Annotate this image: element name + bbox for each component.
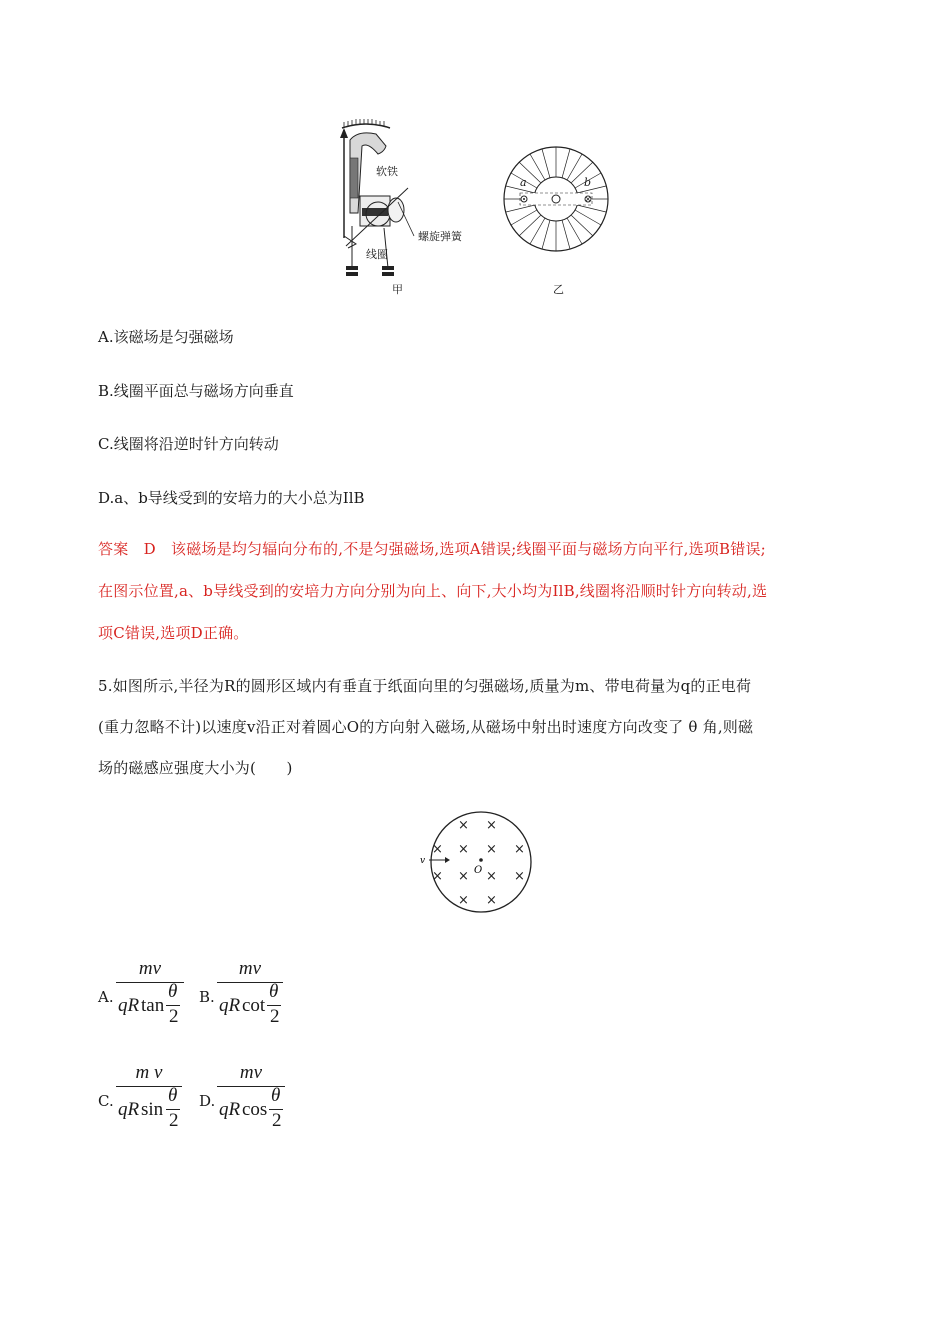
label-a: a (520, 176, 527, 189)
field-cross: × (458, 842, 469, 857)
choice-letter: A. (98, 988, 114, 1006)
den-qr: qR (219, 1099, 241, 1120)
den-two: 2 (169, 1110, 179, 1131)
field-cross: × (432, 869, 443, 884)
figure-magnetic-circle (412, 808, 537, 918)
field-cross: × (432, 842, 443, 857)
velocity-label: v (420, 856, 426, 866)
den-fn: sin (141, 1099, 164, 1120)
field-cross: × (514, 842, 525, 857)
field-cross: × (514, 869, 525, 884)
question-5-line-3: 场的磁感应强度大小为( ) (98, 759, 293, 777)
question-5-line-1: 5.如图所示,半径为R的圆形区域内有垂直于纸面向里的匀强磁场,质量为m、带电荷量为q的正电荷 (98, 677, 752, 695)
den-theta: θ (269, 981, 279, 1002)
field-cross: × (486, 818, 497, 833)
den-theta: θ (168, 981, 178, 1002)
den-qr: qR (118, 1099, 140, 1120)
label-coil: 线圈 (366, 248, 388, 261)
den-fn: cot (242, 995, 266, 1016)
den-qr: qR (118, 995, 140, 1016)
option-a: A.该磁场是匀强磁场 (98, 328, 234, 346)
field-cross: × (486, 869, 497, 884)
label-spiral-spring: 螺旋弹簧 (418, 230, 462, 243)
option-c: C.线圈将沿逆时针方向转动 (98, 435, 279, 453)
question-5-line-2: (重力忽略不计)以速度v沿正对着圆心O的方向射入磁场,从磁场中射出时速度方向改变了 θ 角,则磁 (98, 718, 754, 736)
numerator: mv (239, 1062, 263, 1083)
figure-galvanometer (328, 118, 458, 298)
numerator: m v (135, 1062, 163, 1083)
numerator: mv (138, 958, 162, 979)
field-cross: × (486, 893, 497, 908)
den-theta: θ (271, 1085, 281, 1106)
option-d: D.a、b导线受到的安培力的大小总为IlB (98, 489, 365, 507)
field-cross: × (458, 818, 469, 833)
choice-letter: B. (199, 988, 215, 1006)
den-qr: qR (219, 995, 241, 1016)
center-label: O (474, 865, 483, 876)
den-theta: θ (168, 1085, 178, 1106)
label-yi: 乙 (553, 283, 564, 296)
figure-radial-field (500, 143, 612, 255)
choice-letter: C. (98, 1092, 114, 1110)
field-cross: × (486, 842, 497, 857)
choice-letter: D. (199, 1092, 216, 1110)
answer-line-2: 在图示位置,a、b导线受到的安培力方向分别为向上、向下,大小均为IlB,线圈将沿顺时针方向转动,选 (98, 582, 768, 600)
label-b: b (584, 176, 592, 189)
den-two: 2 (169, 1006, 179, 1027)
label-jia: 甲 (392, 283, 403, 296)
den-fn: cos (242, 1099, 268, 1120)
answer-line-3: 项C错误,选项D正确。 (98, 624, 249, 642)
den-fn: tan (141, 995, 165, 1016)
numerator: mv (238, 958, 262, 979)
option-b: B.线圈平面总与磁场方向垂直 (98, 382, 294, 400)
answer-line-1: 答案 D 该磁场是均匀辐向分布的,不是匀强磁场,选项A错误;线圈平面与磁场方向平行,选项B错误; (98, 540, 766, 558)
field-cross: × (458, 893, 469, 908)
field-cross: × (458, 869, 469, 884)
den-two: 2 (272, 1110, 282, 1131)
label-soft-iron: 软铁 (376, 165, 398, 178)
den-two: 2 (270, 1006, 280, 1027)
